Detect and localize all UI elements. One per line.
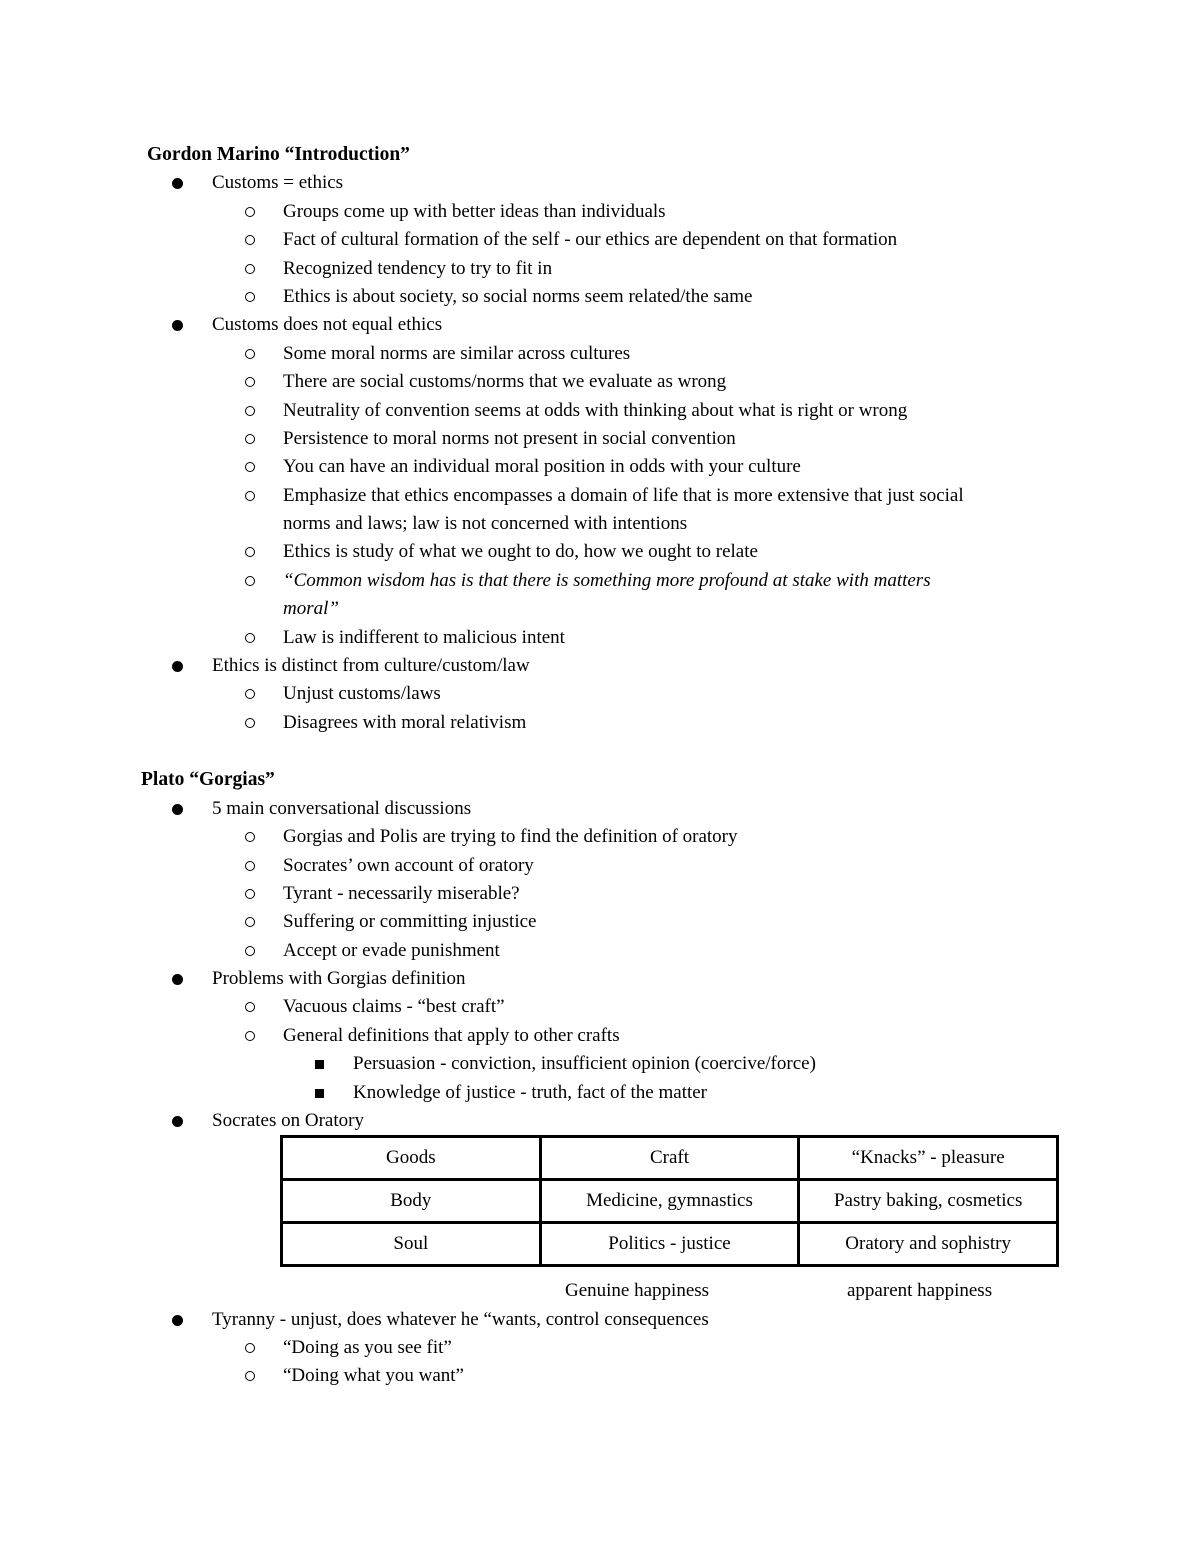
bullet-circle-icon <box>245 823 255 851</box>
bullet-dot-icon <box>172 965 183 993</box>
bullet-square-icon <box>315 1050 324 1078</box>
bullet-circle-icon <box>245 880 255 908</box>
bullet-circle-icon <box>245 1362 255 1390</box>
caption-genuine: Genuine happiness <box>565 1280 710 1301</box>
table-row <box>282 1137 1058 1180</box>
bullet-dot-icon <box>172 311 183 339</box>
list-item: Neutrality of convention seems at odds with thinking about what is right or wrong <box>283 400 908 421</box>
list-item: Socrates’ own account of oratory <box>283 855 534 876</box>
list-item: Law is indifferent to malicious intent <box>283 627 565 648</box>
table-cell: Pastry baking, cosmetics <box>799 1180 1058 1223</box>
list-item: General definitions that apply to other crafts <box>283 1025 620 1046</box>
list-item: Vacuous claims - “best craft” <box>283 996 505 1017</box>
list-item: Ethics is study of what we ought to do, how we ought to relate <box>283 541 758 562</box>
bullet-circle-icon <box>245 567 255 595</box>
list-item: Unjust customs/laws <box>283 683 441 704</box>
list-item: Gorgias and Polis are trying to find the definition of oratory <box>283 826 738 847</box>
table-cell: Goods <box>282 1137 541 1180</box>
bullet-dot-icon <box>172 652 183 680</box>
table-cell: Oratory and sophistry <box>799 1223 1058 1266</box>
bullet-circle-icon <box>245 680 255 708</box>
caption-apparent: apparent happiness <box>847 1280 993 1301</box>
list-item: Recognized tendency to try to fit in <box>283 258 553 279</box>
table-cell: Soul <box>282 1223 541 1266</box>
list-item: Some moral norms are similar across cultures <box>283 343 631 364</box>
bullet-circle-icon <box>245 425 255 453</box>
bullet-circle-icon <box>245 340 255 368</box>
bullet-circle-icon <box>245 226 255 254</box>
list-item: “Doing what you want” <box>283 1365 464 1386</box>
list-item: 5 main conversational discussions <box>212 798 472 819</box>
list-item: Persistence to moral norms not present in social convention <box>283 428 736 449</box>
list-item: Ethics is distinct from culture/custom/law <box>212 655 530 676</box>
table-row <box>282 1180 1058 1223</box>
bullet-circle-icon <box>245 283 255 311</box>
list-item: There are social customs/norms that we evaluate as wrong <box>283 371 727 392</box>
bullet-circle-icon <box>245 1022 255 1050</box>
list-item: Knowledge of justice - truth, fact of the matter <box>353 1082 708 1103</box>
list-item: Groups come up with better ideas than individuals <box>283 201 666 222</box>
list-item: Ethics is about society, so social norms seem related/the same <box>283 286 753 307</box>
table-cell: Politics - justice <box>540 1223 799 1266</box>
table-cell: Body <box>282 1180 541 1223</box>
bullet-circle-icon <box>245 453 255 481</box>
quote-item-continuation: moral” <box>283 598 339 619</box>
bullet-circle-icon <box>245 255 255 283</box>
bullet-circle-icon <box>245 852 255 880</box>
bullet-dot-icon <box>172 169 183 197</box>
list-item: Tyranny - unjust, does whatever he “wants, control consequences <box>212 1309 709 1330</box>
list-item: Problems with Gorgias definition <box>212 968 466 989</box>
bullet-circle-icon <box>245 482 255 510</box>
list-item: Disagrees with moral relativism <box>283 712 527 733</box>
table-cell: Craft <box>540 1137 799 1180</box>
list-item: Socrates on Oratory <box>212 1110 364 1131</box>
list-item: Suffering or committing injustice <box>283 911 537 932</box>
section-title-plato: Plato “Gorgias” <box>141 769 275 790</box>
table-cell: Medicine, gymnastics <box>540 1180 799 1223</box>
section-title-marino: Gordon Marino “Introduction” <box>147 144 410 165</box>
bullet-circle-icon <box>245 624 255 652</box>
list-item: You can have an individual moral position in odds with your culture <box>283 456 801 477</box>
list-item: “Doing as you see fit” <box>283 1337 452 1358</box>
bullet-circle-icon <box>245 937 255 965</box>
bullet-circle-icon <box>245 198 255 226</box>
bullet-dot-icon <box>172 795 183 823</box>
bullet-circle-icon <box>245 1334 255 1362</box>
bullet-circle-icon <box>245 709 255 737</box>
bullet-circle-icon <box>245 397 255 425</box>
table-row <box>282 1223 1058 1266</box>
oratory-table <box>280 1135 1059 1267</box>
list-item: Customs does not equal ethics <box>212 314 443 335</box>
bullet-square-icon <box>315 1079 324 1107</box>
bullet-circle-icon <box>245 368 255 396</box>
list-item-continuation: norms and laws; law is not concerned with intentions <box>283 513 688 534</box>
list-item: Emphasize that ethics encompasses a domain of life that is more extensive that just social <box>283 485 964 506</box>
list-item: Accept or evade punishment <box>283 940 500 961</box>
bullet-dot-icon <box>172 1107 183 1135</box>
bullet-circle-icon <box>245 908 255 936</box>
list-item: Customs = ethics <box>212 172 344 193</box>
list-item: Fact of cultural formation of the self - our ethics are dependent on that formation <box>283 229 898 250</box>
table-cell: “Knacks” - pleasure <box>799 1137 1058 1180</box>
quote-item: “Common wisdom has is that there is something more profound at stake with matters <box>283 570 931 591</box>
bullet-circle-icon <box>245 538 255 566</box>
bullet-dot-icon <box>172 1306 183 1334</box>
bullet-circle-icon <box>245 993 255 1021</box>
list-item: Tyrant - necessarily miserable? <box>283 883 520 904</box>
list-item: Persuasion - conviction, insufficient opinion (coercive/force) <box>353 1053 816 1074</box>
